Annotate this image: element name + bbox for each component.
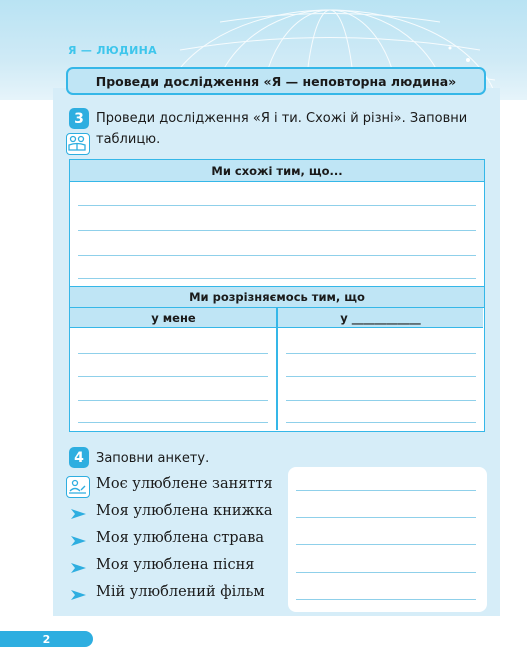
write-line[interactable] [78, 422, 268, 423]
similarity-table [69, 159, 485, 432]
page-number: 2 [0, 631, 93, 647]
writing-person-icon [66, 476, 90, 498]
column-header-you: у ____________ [278, 308, 483, 328]
question-favorite-film: Мій улюблений фільм [96, 584, 265, 600]
section-label: Я — ЛЮДИНА [68, 44, 157, 57]
answer-line[interactable] [296, 544, 476, 545]
task-4-number: 4 [69, 447, 89, 468]
write-line[interactable] [78, 400, 268, 401]
write-line[interactable] [286, 400, 476, 401]
question-favorite-song: Моя улюблена пісня [96, 557, 255, 573]
arrow-icon [70, 589, 88, 601]
write-line[interactable] [286, 422, 476, 423]
task-3-number: 3 [69, 108, 89, 129]
questionnaire-answer-box [288, 467, 487, 612]
answer-line[interactable] [296, 572, 476, 573]
write-line[interactable] [78, 205, 476, 206]
write-line[interactable] [78, 255, 476, 256]
question-favorite-book: Моя улюблена книжка [96, 503, 273, 519]
answer-line[interactable] [296, 599, 476, 600]
write-line[interactable] [78, 376, 268, 377]
page-title: Проведи дослідження «Я — неповторна людина» [66, 67, 486, 95]
arrow-icon [70, 535, 88, 547]
column-header-me: у мене [70, 308, 277, 328]
task-3-text-line1: Проведи дослідження «Я і ти. Схожі й різні». Заповни [96, 111, 468, 126]
arrow-icon [70, 508, 88, 520]
write-line[interactable] [78, 278, 476, 279]
readers-icon [66, 133, 90, 155]
write-line[interactable] [286, 376, 476, 377]
question-favorite-activity: Моє улюблене заняття [96, 476, 273, 492]
similar-header: Ми схожі тим, що... [70, 160, 484, 182]
question-favorite-dish: Моя улюблена страва [96, 530, 265, 546]
answer-line[interactable] [296, 490, 476, 491]
write-line[interactable] [286, 353, 476, 354]
write-line[interactable] [78, 230, 476, 231]
task-3-text-line2: таблицю. [96, 132, 161, 147]
task-4-text: Заповни анкету. [96, 451, 210, 466]
column-divider [276, 308, 278, 430]
answer-line[interactable] [296, 517, 476, 518]
different-header: Ми розрізняємось тим, що [70, 286, 484, 308]
arrow-icon [70, 562, 88, 574]
write-line[interactable] [78, 353, 268, 354]
